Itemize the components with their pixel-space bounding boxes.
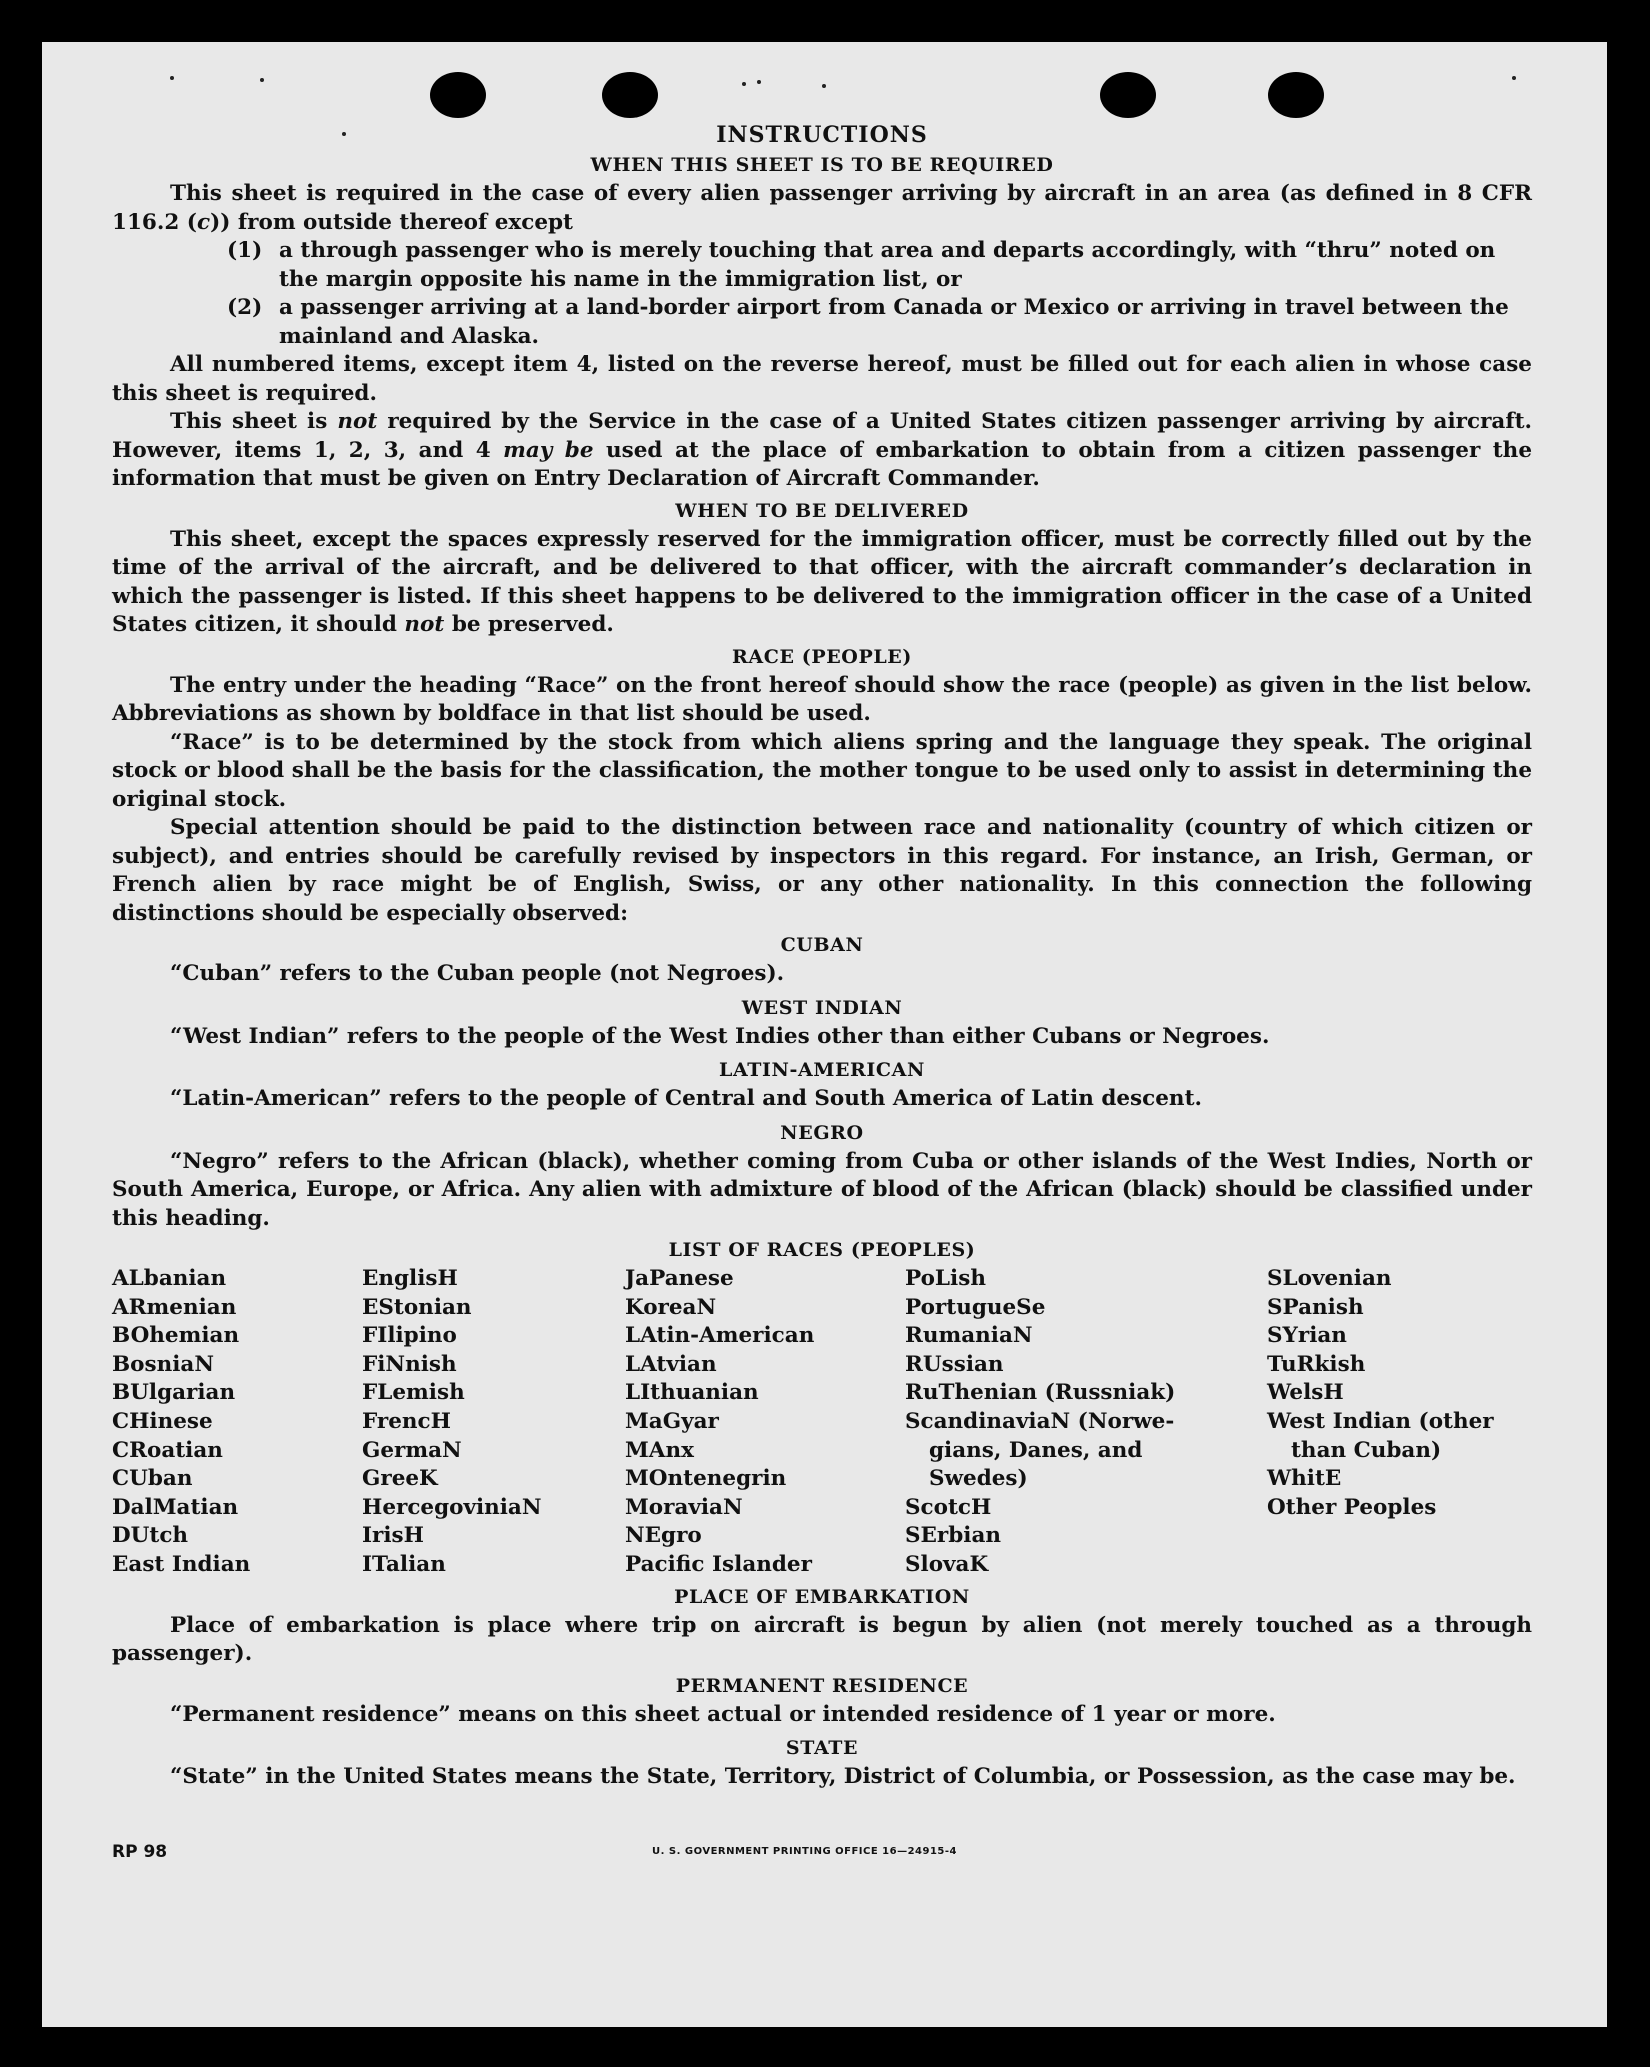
speck: [170, 76, 174, 80]
race-entry: East Indian: [112, 1551, 251, 1577]
race-entry: TuRkish: [1267, 1351, 1366, 1377]
race-entry: HercegoviniaN: [362, 1494, 542, 1520]
races-column: [625, 1265, 905, 1580]
race-entry: LAtvian: [625, 1351, 717, 1377]
race-entry: WhitE: [1267, 1466, 1342, 1492]
exception-item: [227, 294, 1532, 351]
text: This sheet is: [170, 409, 338, 434]
text-italic: c: [196, 209, 211, 235]
paragraph-race-2: “Race” is to be determined by the stock from which aliens spring and the language they speak. The original stock or blood shall be the basis for the classification, the mother tongue to be used only to assist in determining the original stock.: [112, 729, 1532, 812]
race-entry: BosniaN: [112, 1351, 214, 1377]
race-entry: EStonian: [362, 1294, 472, 1320]
race-entry: ARmenian: [112, 1294, 237, 1320]
race-entry: SLovenian: [1267, 1266, 1392, 1291]
race-entry: MAnx: [625, 1437, 694, 1463]
heading-place-of-embarkation: PLACE OF EMBARKATION: [674, 1585, 970, 1608]
race-entry: RumaniaN: [905, 1323, 1033, 1349]
race-entry: gians, Danes, and: [929, 1437, 1143, 1463]
race-entry: WelsH: [1267, 1380, 1344, 1406]
race-entry: LAtin-American: [625, 1323, 815, 1349]
race-entry: SErbian: [905, 1523, 1002, 1549]
race-entry: ALbanian: [112, 1266, 227, 1291]
instructions-content: [112, 122, 1532, 1792]
text: be preserved.: [444, 612, 614, 637]
definition-cuban: “Cuban” refers to the Cuban people (not Negroes).: [170, 961, 785, 986]
printer-imprint: U. S. GOVERNMENT PRINTING OFFICE 16—24915-4: [652, 1846, 957, 1857]
race-entry: EnglisH: [362, 1266, 458, 1291]
exception-item: [227, 237, 1532, 294]
text: required by the Service in the case of a United States citizen passenger arriving by aircraft. However, items 1, 2, 3, and 4: [112, 409, 1532, 463]
definition-place-of-embarkation: Place of embarkation is place where trip on aircraft is begun by alien (not merely touched as a through passenger).: [112, 1612, 1532, 1667]
race-entry: GreeK: [362, 1466, 438, 1492]
speck: [822, 84, 826, 88]
race-entry: Swedes): [929, 1466, 1028, 1492]
text-italic: not: [337, 409, 378, 434]
race-entry: JaPanese: [625, 1266, 734, 1291]
heading-state: STATE: [785, 1737, 859, 1760]
heading-race: RACE (PEOPLE): [732, 645, 912, 668]
definition-west-indian: “West Indian” refers to the people of the West Indies other than either Cubans or Negroes.: [170, 1023, 1270, 1049]
race-entry: SlovaK: [905, 1551, 989, 1577]
race-entry: MoraviaN: [625, 1494, 743, 1520]
race-entry: CRoatian: [112, 1437, 223, 1463]
race-entry: FIlipino: [362, 1323, 457, 1349]
speck: [1512, 76, 1516, 80]
races-column: [905, 1265, 1267, 1580]
race-entry: ScotcH: [905, 1494, 992, 1520]
race-entry: SPanish: [1267, 1294, 1364, 1320]
race-entry: FrencH: [362, 1408, 451, 1434]
page-title: INSTRUCTIONS: [716, 122, 928, 148]
heading-when-required: WHEN THIS SHEET IS TO BE REQUIRED: [590, 154, 1054, 176]
race-entry: BUlgarian: [112, 1380, 236, 1406]
item-text: a through passenger who is merely touching that area and departs accordingly, with “thru” noted on the margin opposite his name in the immigration list, or: [279, 238, 1496, 292]
text-italic: may be: [503, 437, 594, 463]
race-entry: KoreaN: [625, 1294, 717, 1320]
heading-list-of-races: LIST OF RACES (PEOPLES): [668, 1239, 976, 1261]
heading-negro: NEGRO: [780, 1121, 864, 1144]
paragraph-numbered-items: All numbered items, except item 4, listed on the reverse hereof, must be filled out for each alien in whose case this sheet is required.: [112, 352, 1532, 406]
text: used at the place of embarkation to obtain from a citizen passenger the information that must be given on Entry Declaration of Aircraft Commander.: [112, 437, 1532, 491]
race-entry: West Indian (other: [1267, 1408, 1494, 1434]
speck: [757, 80, 761, 84]
races-list: [112, 1265, 1532, 1580]
punch-hole: [1100, 72, 1156, 118]
text: This sheet, except the spaces expressly reserved for the immigration officer, must be correctly filled out by the time of the arrival of the aircraft, and be delivered to that officer, with the aircraft commander’s declaration in which the passenger is listed. If this sheet happens to be delivered to the immigration officer in the case of a United States citizen, it should: [112, 526, 1532, 637]
race-entry: FLemish: [362, 1380, 465, 1406]
heading-when-delivered: WHEN TO BE DELIVERED: [675, 499, 969, 522]
race-entry: RUssian: [905, 1351, 1004, 1377]
definition-latin-american: “Latin-American” refers to the people of Central and South America of Latin descent.: [170, 1086, 1202, 1111]
races-column: [112, 1265, 362, 1580]
punch-hole: [602, 72, 658, 118]
definition-negro: “Negro” refers to the African (black), whether coming from Cuba or other islands of the West Indies, North or South America, Europe, or Africa. Any alien with admixture of blood of the African (black) should be classified under this heading.: [112, 1148, 1532, 1231]
race-entry: PortugueSe: [905, 1294, 1046, 1320]
text-italic: not: [404, 612, 445, 637]
speck: [260, 78, 264, 82]
race-entry: IrisH: [362, 1523, 424, 1549]
race-entry: CHinese: [112, 1408, 213, 1434]
document-sheet: [42, 42, 1607, 2027]
race-entry: LIthuanian: [625, 1380, 759, 1406]
race-entry: BOhemian: [112, 1323, 240, 1349]
punch-hole: [430, 72, 486, 118]
form-number: RP 98: [112, 1842, 168, 1862]
footer: [112, 1842, 1532, 1872]
race-entry: GermaN: [362, 1437, 462, 1463]
race-entry: FiNnish: [362, 1351, 457, 1377]
race-entry: PoLish: [905, 1266, 986, 1291]
race-entry: MOntenegrin: [625, 1466, 787, 1492]
paragraph-citizen: [112, 408, 1532, 494]
paragraph-required: [112, 180, 1532, 237]
definition-permanent-residence: “Permanent residence” means on this sheet actual or intended residence of 1 year or more.: [170, 1701, 1276, 1727]
definition-state: “State” in the United States means the State, Territory, District of Columbia, or Possession, as the case may be.: [170, 1764, 1516, 1790]
races-column: [362, 1265, 625, 1580]
heading-latin-american: LATIN-AMERICAN: [719, 1059, 925, 1081]
race-entry: DUtch: [112, 1523, 189, 1549]
race-entry: SYrian: [1267, 1323, 1347, 1349]
text: )) from outside thereof except: [210, 209, 573, 235]
race-entry: than Cuban): [1291, 1437, 1442, 1463]
item-text: a passenger arriving at a land-border airport from Canada or Mexico or arriving in travel between the mainland and Alaska.: [279, 295, 1509, 349]
heading-permanent-residence: PERMANENT RESIDENCE: [675, 1674, 969, 1697]
race-entry: NEgro: [625, 1523, 702, 1549]
punch-hole: [1268, 72, 1324, 118]
paragraph-delivered: [112, 526, 1532, 640]
race-entry: Other Peoples: [1267, 1494, 1437, 1520]
races-column: [1267, 1265, 1532, 1580]
paragraph-race-1: The entry under the heading “Race” on the front hereof should show the race (people) as given in the list below. Abbreviations as shown by boldface in that list should be used.: [112, 672, 1532, 726]
heading-cuban: CUBAN: [780, 934, 864, 956]
item-number: (2): [227, 295, 263, 320]
race-entry: ScandinaviaN (Norwe-: [905, 1408, 1175, 1434]
heading-west-indian: WEST INDIAN: [741, 996, 903, 1019]
race-entry: ITalian: [362, 1551, 446, 1577]
paragraph-race-3: Special attention should be paid to the distinction between race and nationality (country of which citizen or subject), and entries should be carefully revised by inspectors in this regard. For instance, an Irish, German, or French alien by race might be of English, Swiss, or any other nationality. In this connection the following distinctions should be especially observed:: [112, 815, 1532, 926]
race-entry: Pacific Islander: [625, 1551, 812, 1577]
speck: [742, 82, 746, 86]
race-entry: DalMatian: [112, 1494, 239, 1520]
text: This sheet is required in the case of every alien passenger arriving by aircraft in an area (as defined in 8 CFR 116.2 (: [112, 181, 1532, 235]
race-entry: MaGyar: [625, 1408, 719, 1434]
item-number: (1): [227, 238, 263, 263]
race-entry: CUban: [112, 1466, 193, 1492]
race-entry: RuThenian (Russniak): [905, 1380, 1176, 1406]
